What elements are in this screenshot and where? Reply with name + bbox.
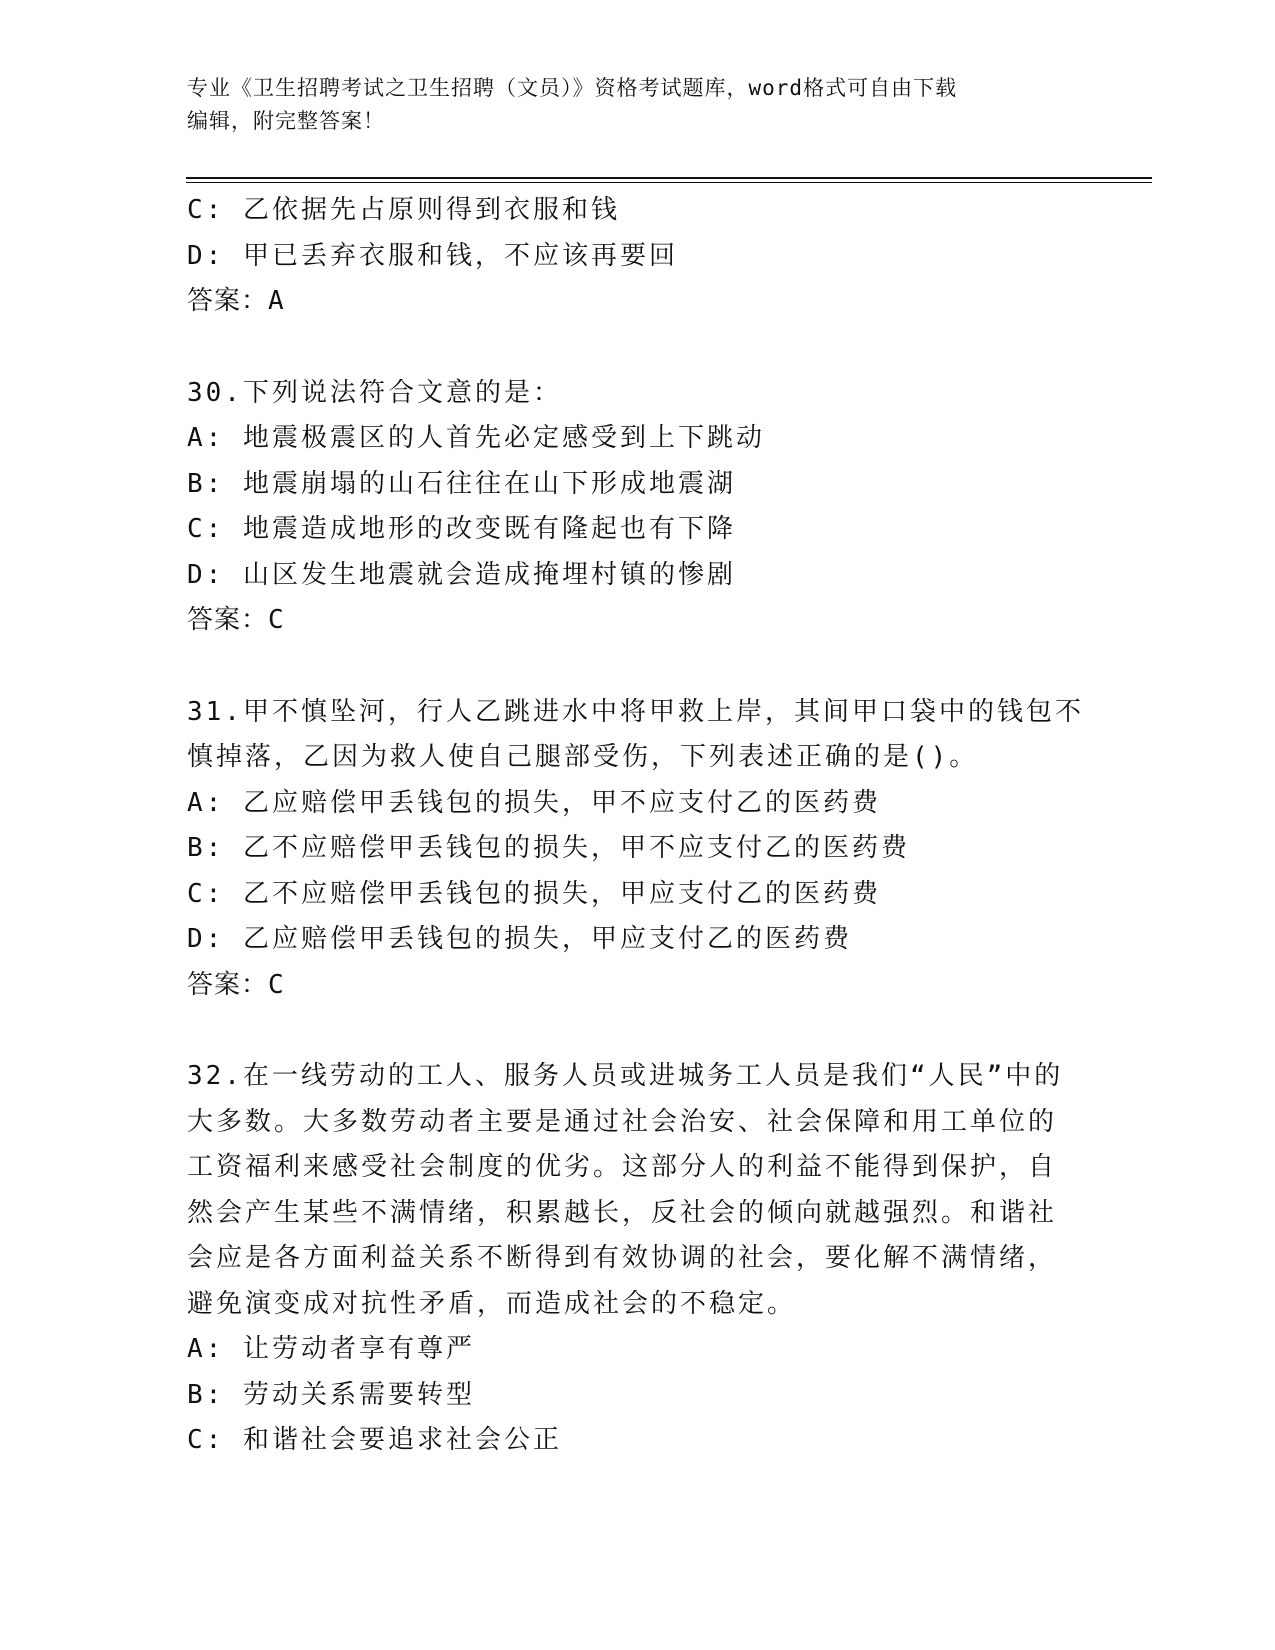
option-d: D: 甲已丢弃衣服和钱，不应该再要回: [187, 240, 678, 271]
header-divider-thin: [186, 182, 1152, 183]
question-stem: 30.下列说法符合文意的是：: [187, 377, 562, 408]
option-a: A: 地震极震区的人首先必定感受到上下跳动: [187, 423, 765, 453]
question-list: [187, 188, 1087, 1464]
spacer: [187, 325, 1087, 371]
question-30: [187, 371, 1087, 644]
question-32: [187, 1054, 1087, 1464]
option-b: B: 地震崩塌的山石往往在山下形成地震湖: [187, 468, 736, 499]
option-a: A: 乙应赔偿甲丢钱包的损失，甲不应支付乙的医药费: [187, 787, 881, 818]
question-31: [187, 690, 1087, 1009]
header-line-2: 编辑，附完整答案！: [187, 109, 385, 133]
question-stem-line: 32.在一线劳动的工人、服务人员或进城务工人员是我们“人民”中的: [187, 1061, 1064, 1091]
option-c: C: 乙不应赔偿甲丢钱包的损失，甲应支付乙的医药费: [187, 878, 881, 909]
question-stem-line: 然会产生某些不满情绪，积累越长，反社会的倾向就越强烈。和谐社: [187, 1197, 1058, 1228]
header-divider-thick: [186, 177, 1152, 179]
spacer: [187, 1008, 1087, 1054]
option-b: B: 乙不应赔偿甲丢钱包的损失，甲不应支付乙的医药费: [187, 833, 910, 863]
option-c: C: 乙依据先占原则得到衣服和钱: [187, 195, 620, 225]
option-d: D: 乙应赔偿甲丢钱包的损失，甲应支付乙的医药费: [187, 924, 852, 954]
question-stem-line: 工资福利来感受社会制度的优劣。这部分人的利益不能得到保护，自: [187, 1152, 1058, 1182]
question-stem-line: 31.甲不慎坠河，行人乙跳进水中将甲救上岸，其间甲口袋中的钱包不: [187, 696, 1084, 727]
option-d: D: 山区发生地震就会造成掩埋村镇的惨剧: [187, 559, 736, 590]
question-stem-line: 会应是各方面利益关系不断得到有效协调的社会，要化解不满情绪，: [187, 1243, 1058, 1273]
question-stem-line: 慎掉落，乙因为救人使自己腿部受伤，下列表述正确的是()。: [187, 742, 979, 772]
header-line-1: 专业《卫生招聘考试之卫生招聘（文员）》资格考试题库，word格式可自由下载: [187, 76, 958, 100]
option-c: C: 和谐社会要追求社会公正: [187, 1425, 562, 1455]
option-a: A: 让劳动者享有尊严: [187, 1334, 475, 1364]
question-stem-line: 避免演变成对抗性矛盾，而造成社会的不稳定。: [187, 1288, 797, 1319]
question-29-continued: [187, 188, 1087, 325]
document-header: [187, 72, 1087, 138]
option-b: B: 劳动关系需要转型: [187, 1379, 475, 1410]
spacer: [187, 644, 1087, 690]
answer-line: 答案：C: [187, 969, 285, 1000]
answer-line: 答案：A: [187, 286, 285, 316]
question-stem-line: 大多数。大多数劳动者主要是通过社会治安、社会保障和用工单位的: [187, 1106, 1058, 1137]
answer-line: 答案：C: [187, 605, 285, 635]
option-c: C: 地震造成地形的改变既有隆起也有下降: [187, 514, 736, 544]
